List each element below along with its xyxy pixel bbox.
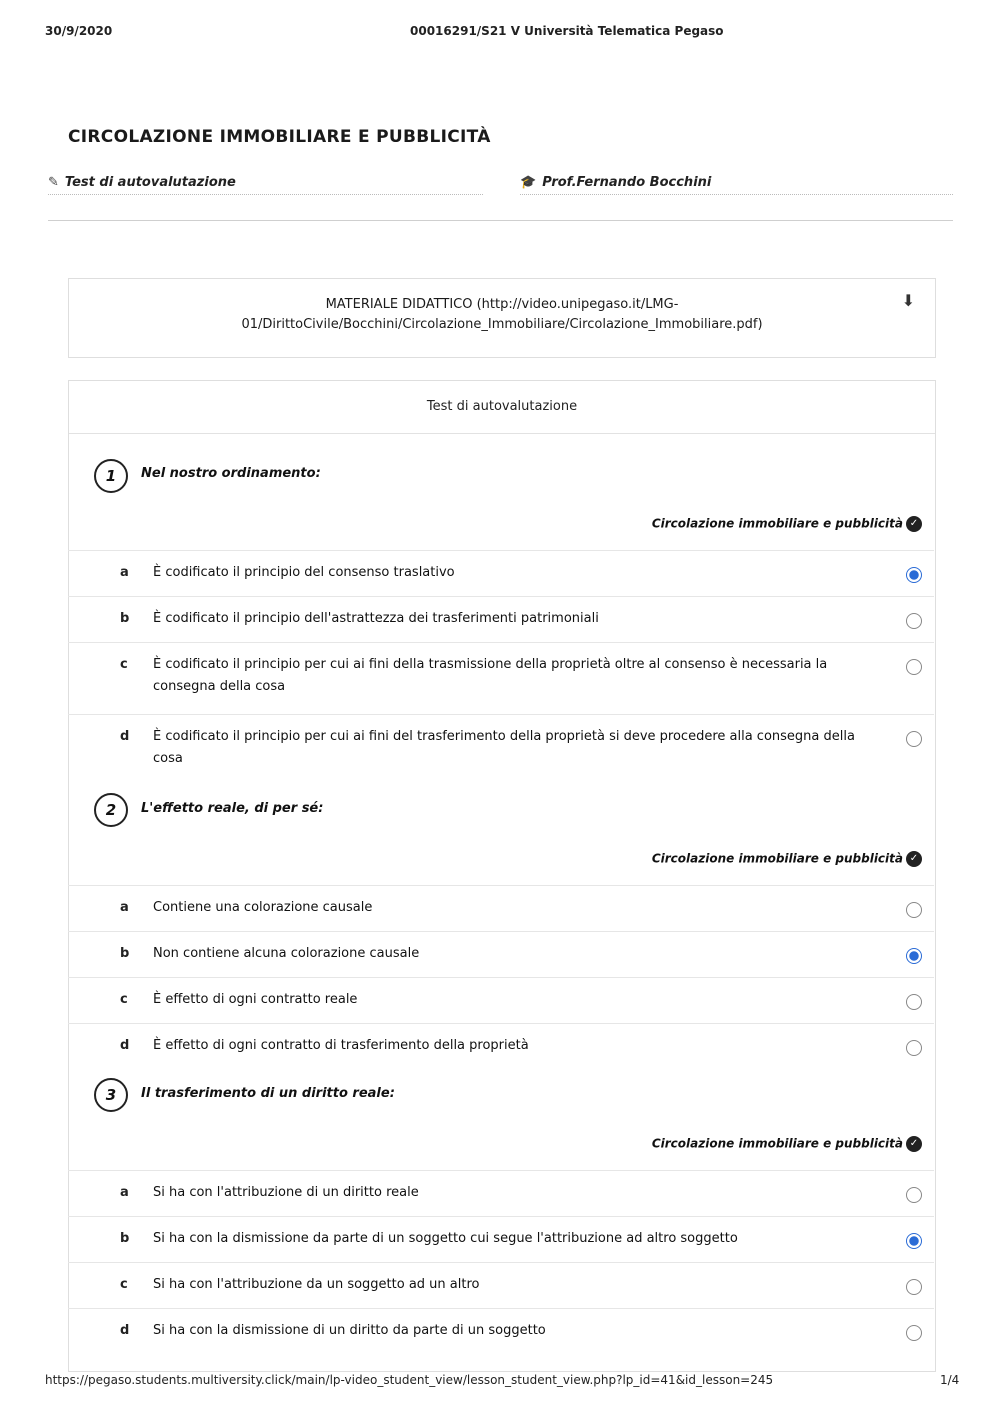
materiale-box — [68, 278, 936, 358]
radio-button[interactable] — [906, 902, 922, 918]
option-text: Si ha con l'attribuzione da un soggetto ad un altro — [153, 1277, 480, 1292]
option-row[interactable] — [68, 550, 934, 597]
option-letter: d — [120, 1323, 130, 1338]
question-subject: Circolazione immobiliare e pubblicità ✓ — [652, 851, 922, 867]
option-row[interactable] — [68, 931, 934, 978]
radio-button[interactable] — [906, 994, 922, 1010]
option-letter: c — [120, 1277, 128, 1292]
option-text: È effetto di ogni contratto reale — [153, 992, 358, 1007]
question-subject: Circolazione immobiliare e pubblicità ✓ — [652, 1136, 922, 1152]
option-letter: c — [120, 992, 128, 1007]
option-letter: b — [120, 1231, 130, 1246]
option-row[interactable] — [68, 977, 934, 1024]
radio-button[interactable] — [906, 948, 922, 964]
divider — [48, 220, 953, 221]
download-icon[interactable]: ⬇ — [901, 291, 915, 310]
option-row[interactable] — [68, 714, 934, 787]
question-number: 3 — [94, 1078, 128, 1112]
question-text: L'effetto reale, di per sé: — [141, 801, 324, 816]
option-letter: b — [120, 946, 130, 961]
option-letter: b — [120, 611, 130, 626]
option-row[interactable] — [68, 1308, 934, 1355]
edit-icon: ✎ — [48, 175, 59, 190]
option-text: Non contiene alcuna colorazione causale — [153, 946, 420, 961]
question-number: 1 — [94, 459, 128, 493]
option-row[interactable] — [68, 1216, 934, 1263]
test-header: Test di autovalutazione — [69, 381, 935, 434]
radio-button[interactable] — [906, 1187, 922, 1203]
print-footer-url: https://pegaso.students.multiversity.click/main/lp-video_student_view/lesson_student_view.php?lp_id=41&id_lesson=245 — [45, 1373, 774, 1387]
materiale-link[interactable]: MATERIALE DIDATTICO (http://video.unipegaso.it/LMG-01/DirittoCivile/Bocchini/Circolazione_Immobiliare/Circolazione_Immobiliare.pdf) — [241, 297, 763, 332]
option-text: Si ha con la dismissione da parte di un soggetto cui segue l'attribuzione ad altro soggetto — [153, 1231, 738, 1246]
option-letter: d — [120, 729, 130, 744]
option-row[interactable] — [68, 1023, 934, 1070]
radio-button[interactable] — [906, 1325, 922, 1341]
divider — [520, 194, 953, 195]
page-number: 1/4 — [940, 1373, 960, 1387]
option-row[interactable] — [68, 885, 934, 932]
radio-button[interactable] — [906, 567, 922, 583]
radio-button[interactable] — [906, 1040, 922, 1056]
check-circle-icon: ✓ — [906, 851, 922, 867]
activity-link[interactable] — [48, 175, 236, 190]
option-letter: d — [120, 1038, 130, 1053]
option-letter: a — [120, 1185, 129, 1200]
radio-button[interactable] — [906, 1233, 922, 1249]
option-row[interactable] — [68, 596, 934, 643]
divider — [48, 194, 483, 195]
radio-button[interactable] — [906, 731, 922, 747]
teacher-link[interactable] — [520, 175, 711, 190]
question-text: Il trasferimento di un diritto reale: — [141, 1086, 395, 1101]
graduation-cap-icon: 🎓 — [520, 175, 537, 190]
print-title: 00016291/S21 V Università Telematica Pegaso — [410, 24, 724, 38]
option-text: Si ha con l'attribuzione di un diritto reale — [153, 1185, 419, 1200]
option-letter: c — [120, 657, 128, 672]
print-date: 30/9/2020 — [45, 24, 113, 38]
question-subject: Circolazione immobiliare e pubblicità ✓ — [652, 516, 922, 532]
radio-button[interactable] — [906, 659, 922, 675]
option-row[interactable] — [68, 642, 934, 715]
option-text: È codificato il principio dell'astrattezza dei trasferimenti patrimoniali — [153, 611, 599, 626]
radio-button[interactable] — [906, 613, 922, 629]
option-text: Si ha con la dismissione di un diritto da parte di un soggetto — [153, 1323, 546, 1338]
option-row[interactable] — [68, 1170, 934, 1217]
page-title: CIRCOLAZIONE IMMOBILIARE E PUBBLICITÀ — [68, 127, 491, 147]
check-circle-icon: ✓ — [906, 1136, 922, 1152]
activity-label: Test di autovalutazione — [64, 175, 236, 190]
question-number: 2 — [94, 793, 128, 827]
option-text: È codificato il principio del consenso traslativo — [153, 565, 455, 580]
option-letter: a — [120, 900, 129, 915]
teacher-label: Prof.Fernando Bocchini — [542, 175, 712, 190]
option-text: È codificato il principio per cui ai fini della trasmissione della proprietà oltre al consenso è necessaria la consegna della cosa — [153, 657, 828, 694]
question-text: Nel nostro ordinamento: — [141, 466, 321, 481]
option-text: È effetto di ogni contratto di trasferimento della proprietà — [153, 1038, 529, 1053]
radio-button[interactable] — [906, 1279, 922, 1295]
option-letter: a — [120, 565, 129, 580]
option-row[interactable] — [68, 1262, 934, 1309]
option-text: È codificato il principio per cui ai fini del trasferimento della proprietà si deve procedere alla consegna della cosa — [153, 729, 855, 766]
check-circle-icon: ✓ — [906, 516, 922, 532]
option-text: Contiene una colorazione causale — [153, 900, 373, 915]
